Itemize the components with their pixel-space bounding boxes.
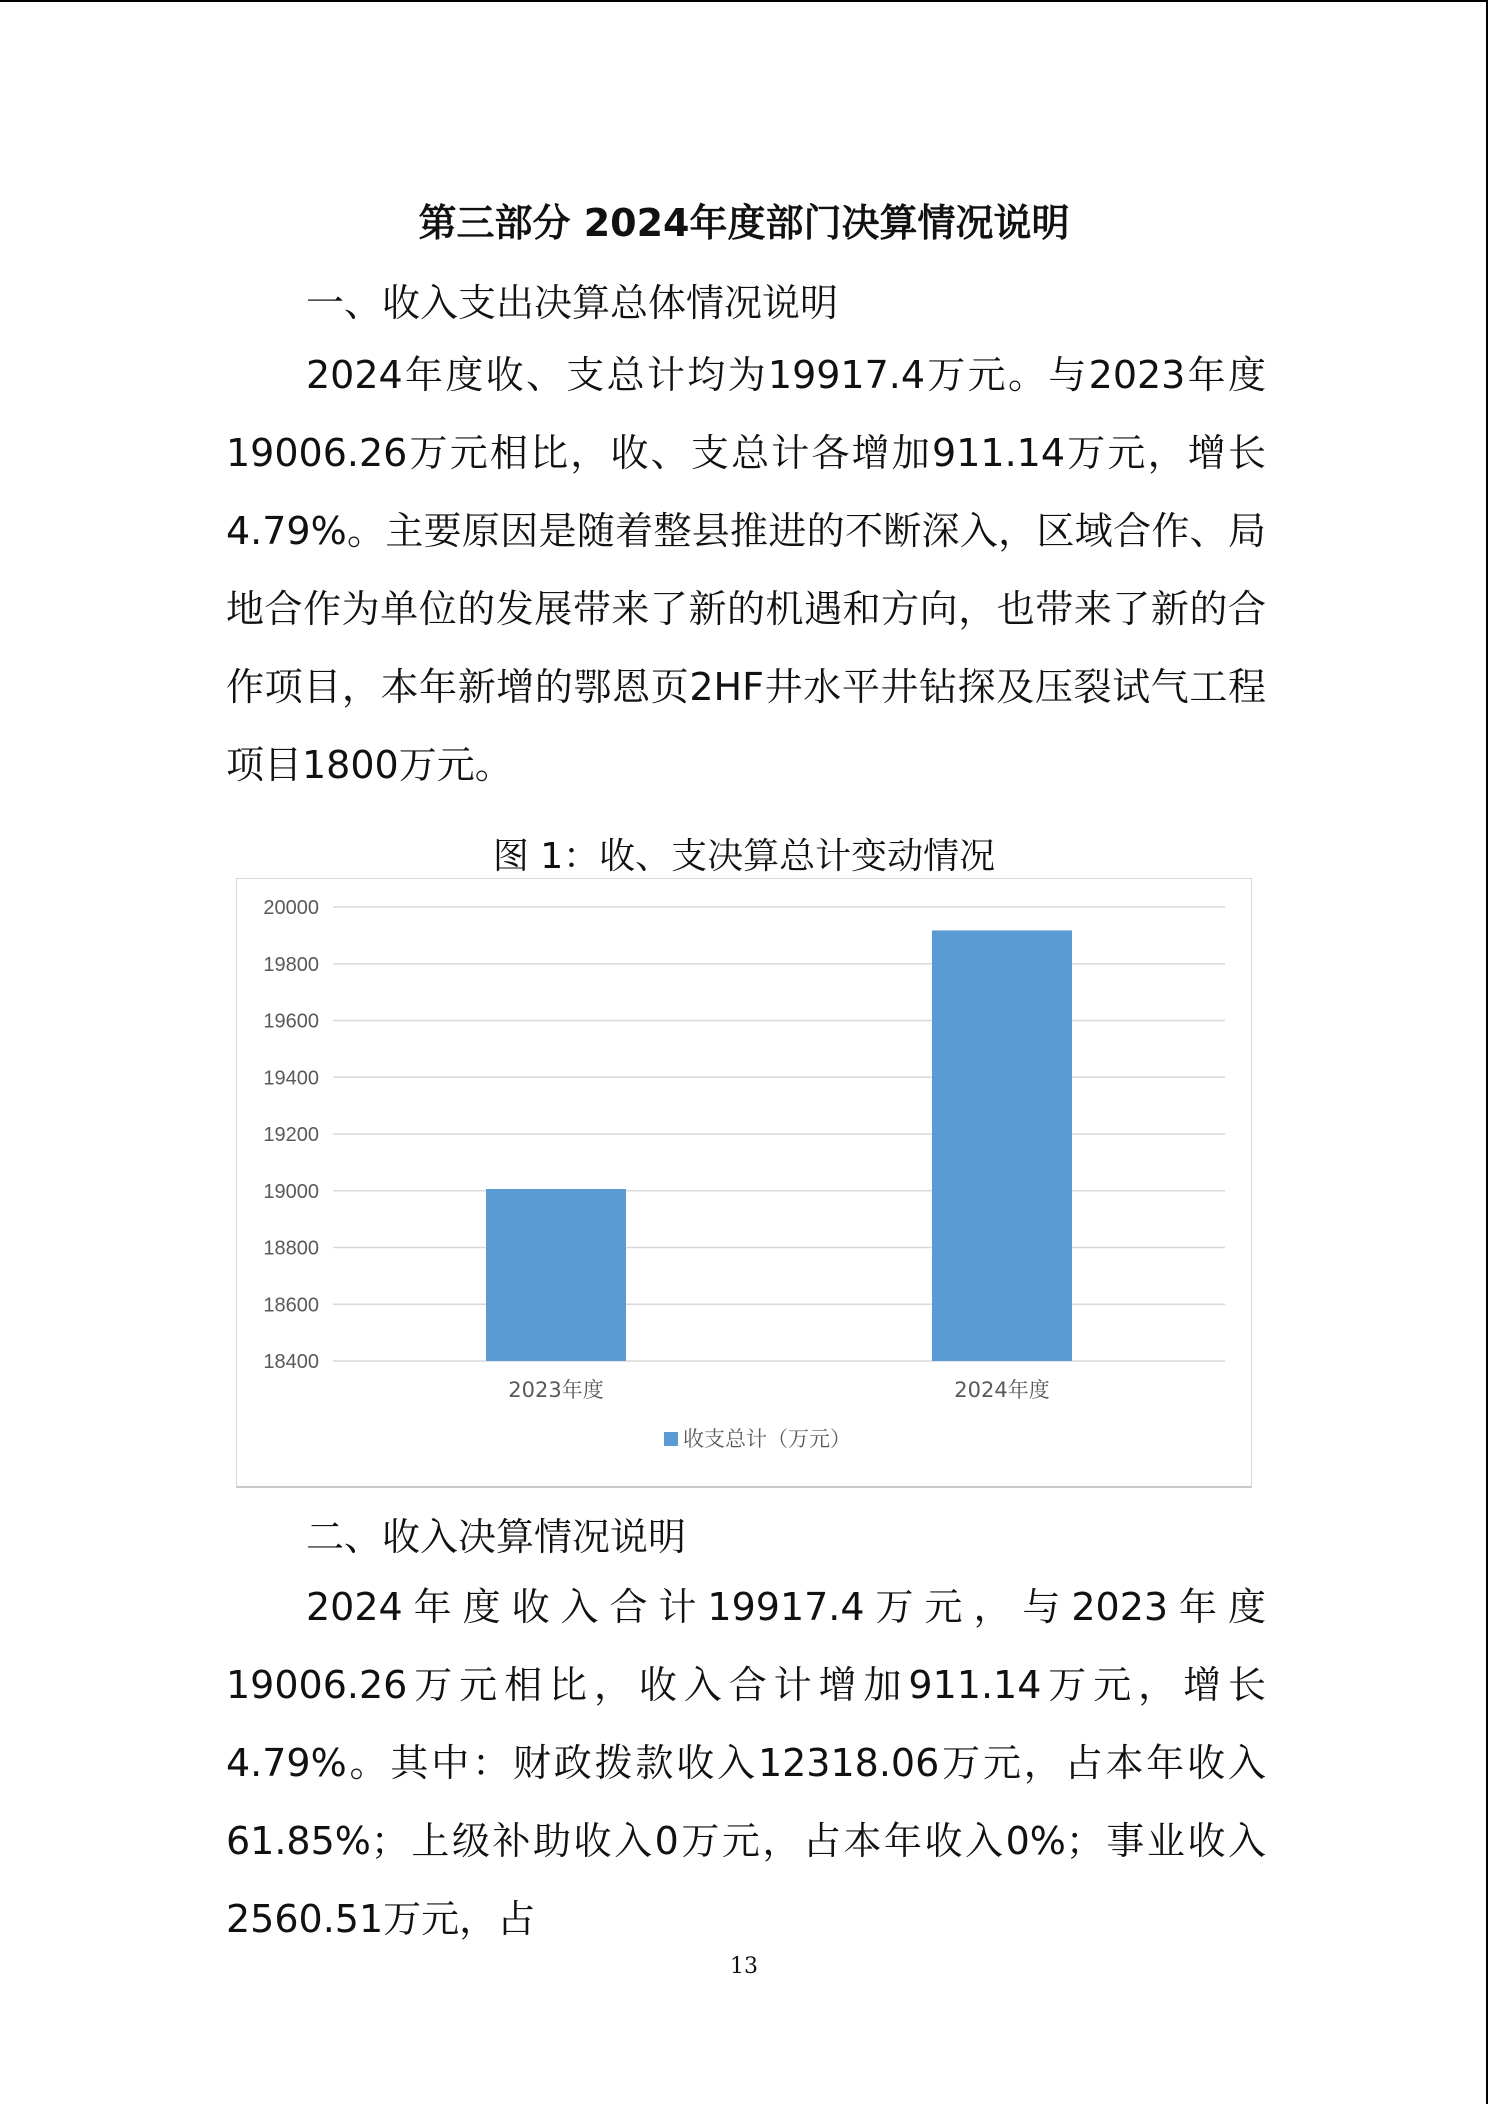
section-heading-2: 二、收入决算情况说明 [306, 1515, 687, 1559]
section-paragraph-2-text: 2024年度收入合计19917.4万元，与2023年度19006.26万元相比，收入合计增加911.14万元，增长4.79%。其中：财政拨款收入12318.06万元，占本年收入61.85%；上级补助收入0万元，占本年收入0%；事业收入2560.51万元，占 [226, 1585, 1266, 1941]
page-title: 第三部分 2024年度部门决算情况说明 [418, 201, 1070, 245]
legend-label: 收支总计（万元） [683, 1427, 851, 1451]
y-tick-label: 18400 [263, 1351, 319, 1373]
bar-0 [486, 1189, 626, 1361]
x-tick-label: 2023年度 [508, 1378, 604, 1402]
legend-swatch [664, 1432, 678, 1446]
section-paragraph-1-text: 2024年度收、支总计均为19917.4万元。与2023年度19006.26万元相比，收、支总计各增加911.14万元，增长4.79%。主要原因是随着整县推进的不断深入，区域合作、局地合作为单位的发展带来了新的机遇和方向，也带来了新的合作项目，本年新增的鄂恩页2HF井水平井钻探及压裂试气工程项目1800万元。 [226, 353, 1266, 787]
bar-1 [932, 930, 1072, 1361]
page-number: 13 [730, 1954, 758, 1979]
y-tick-label: 19600 [263, 1010, 319, 1033]
y-tick-label: 19000 [263, 1180, 319, 1203]
figure-caption: 图 1：收、支决算总计变动情况 [492, 836, 996, 877]
y-tick-label: 19800 [263, 953, 319, 976]
y-tick-label: 19200 [263, 1124, 319, 1146]
top-border [0, 0, 1488, 2]
y-tick-label: 18800 [263, 1237, 319, 1260]
y-tick-label: 20000 [263, 897, 319, 919]
bar-chart [236, 878, 1252, 1488]
bar-chart-svg [237, 879, 1253, 1489]
y-tick-label: 18600 [263, 1294, 319, 1317]
x-tick-label: 2024年度 [954, 1378, 1050, 1402]
section-paragraph-1 [226, 336, 1266, 804]
y-tick-label: 19400 [263, 1067, 319, 1090]
section-paragraph-2 [226, 1568, 1266, 1958]
section-heading-1: 一、收入支出决算总体情况说明 [306, 281, 839, 325]
